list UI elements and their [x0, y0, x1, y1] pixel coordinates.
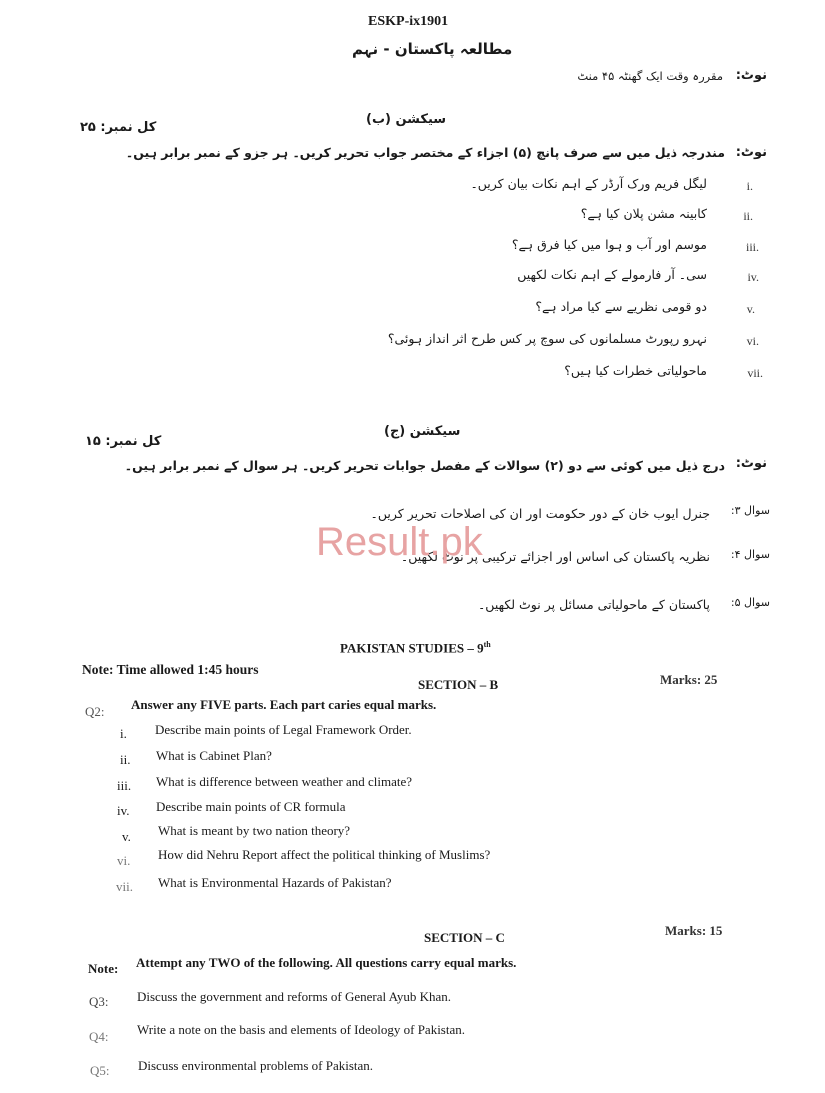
urdu-b-num-1: i. — [746, 179, 753, 193]
urdu-b-num-7: vii. — [747, 366, 763, 380]
urdu-c-num-4: سوال ۴: — [730, 548, 770, 561]
english-c-item-3: Discuss the government and reforms of General Ayub Khan. — [137, 989, 451, 1004]
english-b-item-1: Describe main points of Legal Framework Order. — [155, 722, 412, 737]
english-section-c-marks: Marks: 15 — [665, 923, 723, 938]
english-c-num-4: Q4: — [89, 1029, 109, 1044]
urdu-b-num-5: v. — [746, 302, 755, 316]
urdu-section-b-note-label: نوٹ: — [735, 145, 767, 160]
english-q2-label: Q2: — [85, 704, 105, 719]
urdu-section-c-heading: سیکشن (ج) — [384, 424, 461, 439]
english-b-num-5: v. — [122, 829, 131, 844]
english-b-item-2: What is Cabinet Plan? — [156, 748, 272, 763]
english-b-num-7: vii. — [116, 879, 133, 894]
english-section-c-instruction: Attempt any TWO of the following. All questions carry equal marks. — [136, 955, 517, 970]
urdu-note-label: نوٹ: — [735, 68, 767, 83]
urdu-b-num-4: iv. — [747, 270, 759, 284]
english-b-num-1: i. — [120, 726, 127, 741]
english-section-b-instruction: Answer any FIVE parts. Each part caries equal marks. — [131, 697, 437, 712]
english-time-allowed: Note: Time allowed 1:45 hours — [82, 662, 259, 677]
english-b-item-6: How did Nehru Report affect the political thinking of Muslims? — [158, 847, 491, 862]
english-title-text: PAKISTAN STUDIES – 9 — [340, 640, 484, 656]
paper-code: ESKP-ix1901 — [368, 14, 449, 29]
urdu-b-item-3: موسم اور آب و ہوا میں کیا فرق ہے؟ — [511, 237, 707, 252]
urdu-b-item-2: کابینہ مشن پلان کیا ہے؟ — [580, 206, 707, 221]
urdu-section-b-marks: کل نمبر: ۲۵ — [80, 120, 157, 135]
urdu-b-item-6: نہرو رپورٹ مسلمانوں کی سوچ پر کس طرح اثر انداز ہوئی؟ — [387, 331, 707, 346]
english-b-num-2: ii. — [120, 752, 131, 767]
urdu-subject-title: مطالعہ پاکستان - نہم — [352, 40, 513, 58]
urdu-b-item-1: لیگل فریم ورک آرڈر کے اہم نکات بیان کریں۔ — [470, 176, 707, 191]
urdu-section-b-heading: سیکشن (ب) — [366, 112, 447, 127]
english-c-item-5: Discuss environmental problems of Pakistan. — [138, 1058, 374, 1073]
urdu-b-item-7: ماحولیاتی خطرات کیا ہیں؟ — [564, 363, 707, 378]
urdu-time-allowed: مقررہ وقت ایک گھنٹہ ۴۵ منٹ — [577, 69, 723, 83]
english-b-item-3: What is difference between weather and climate? — [156, 774, 413, 789]
english-b-num-4: iv. — [117, 803, 130, 818]
urdu-c-item-4: نظریہ پاکستان کی اساس اور اجزائے ترکیبی پر نوٹ لکھیں۔ — [400, 549, 710, 564]
urdu-b-num-2: ii. — [743, 209, 753, 223]
english-b-item-4: Describe main points of CR formula — [156, 799, 346, 814]
urdu-section-c-note-label: نوٹ: — [735, 456, 767, 471]
english-section-b-heading: SECTION – B — [418, 677, 499, 692]
urdu-c-num-3: سوال ۳: — [730, 504, 770, 517]
english-c-num-3: Q3: — [89, 994, 109, 1009]
urdu-b-item-4: سی۔ آر فارمولے کے اہم نکات لکھیں — [517, 267, 707, 282]
english-b-item-5: What is meant by two nation theory? — [158, 823, 351, 838]
english-c-num-5: Q5: — [90, 1063, 110, 1078]
urdu-section-c-instruction: درج ذیل میں کوئی سے دو (۲) سوالات کے مفصل جوابات تحریر کریں۔ ہر سوال کے نمبر برابر ہیں۔ — [124, 458, 725, 473]
english-b-item-7: What is Environmental Hazards of Pakistan? — [158, 875, 392, 890]
english-title-superscript: th — [483, 640, 491, 649]
english-section-c-heading: SECTION – C — [424, 930, 505, 945]
watermark: Result.pk — [316, 520, 483, 564]
english-b-num-6: vi. — [117, 853, 131, 868]
english-title — [340, 640, 491, 656]
urdu-b-num-6: vi. — [746, 334, 759, 348]
english-section-c-note-label: Note: — [88, 961, 119, 976]
urdu-section-c-marks: کل نمبر: ۱۵ — [85, 434, 162, 449]
urdu-c-item-3: جنرل ایوب خان کے دور حکومت اور ان کی اصلاحات تحریر کریں۔ — [370, 506, 710, 521]
english-c-item-4: Write a note on the basis and elements of Ideology of Pakistan. — [137, 1022, 466, 1037]
urdu-b-num-3: iii. — [745, 240, 759, 254]
urdu-c-num-5: سوال ۵: — [730, 596, 770, 609]
urdu-section-b-instruction: مندرجہ ذیل میں سے صرف پانچ (۵) اجزاء کے مختصر جواب تحریر کریں۔ ہر جزو کے نمبر برابر ہیں۔ — [125, 145, 725, 160]
english-b-num-3: iii. — [117, 778, 132, 793]
urdu-c-item-5: پاکستان کے ماحولیاتی مسائل پر نوٹ لکھیں۔ — [477, 597, 710, 612]
urdu-b-item-5: دو قومی نظریے سے کیا مراد ہے؟ — [535, 299, 707, 314]
english-section-b-marks: Marks: 25 — [660, 672, 718, 687]
